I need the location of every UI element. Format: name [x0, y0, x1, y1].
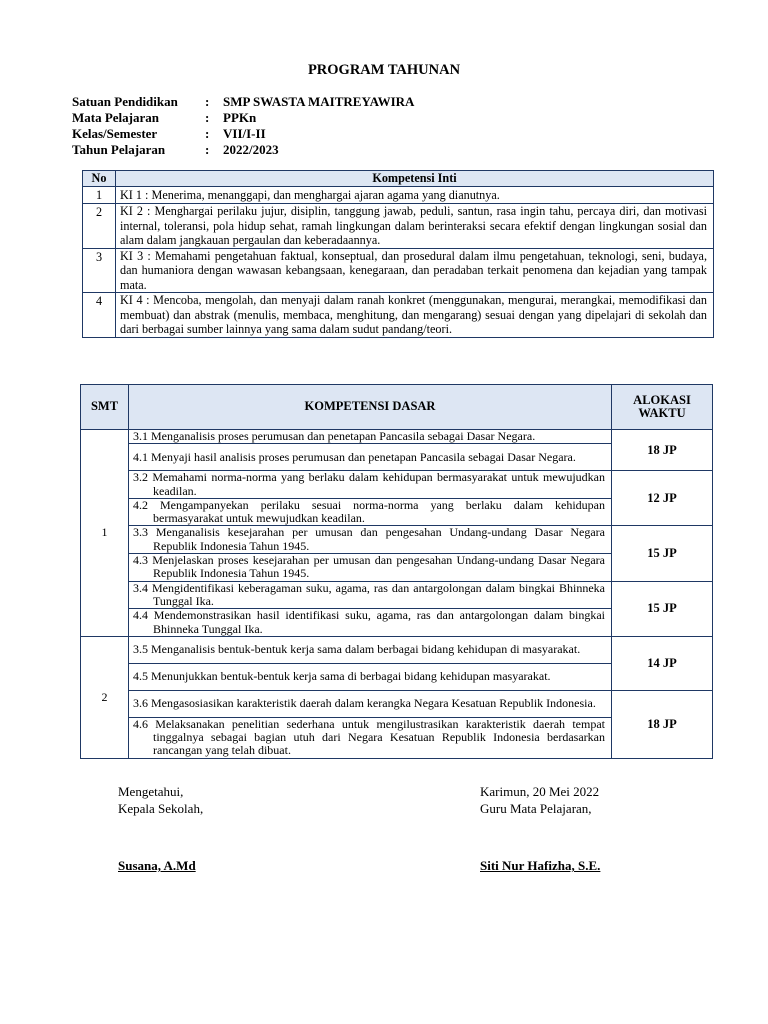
- info-label: Kelas/Semester: [72, 126, 158, 141]
- table-row: [81, 471, 713, 499]
- kd-item: [129, 581, 612, 609]
- info-row-kelas: [72, 126, 414, 142]
- header-kompetensi-inti: Kompetensi Inti: [116, 171, 714, 187]
- table-header-row: [81, 385, 713, 430]
- alokasi-cell: 18 JP: [612, 430, 713, 471]
- info-value: PPKn: [223, 110, 257, 125]
- table-row: [81, 526, 713, 554]
- kd-text: 4.1 Menyaji hasil analisis proses perumusan dan penetapan Pancasila sebagai Dasar Negara.: [133, 449, 576, 464]
- kd-item: [129, 690, 612, 717]
- info-row-mapel: [72, 110, 414, 126]
- kd-item: [129, 636, 612, 663]
- ki-text: KI 1 : Menerima, menanggapi, dan menghargai ajaran agama yang dianutnya.: [116, 186, 714, 204]
- kd-text: 4.5 Menunjukkan bentuk-bentuk kerja sama di berbagai bidang kehidupan masyarakat.: [133, 669, 551, 684]
- ki-text: KI 4 : Mencoba, mengolah, dan menyaji dalam ranah konkret (menggunakan, mengurai, merangkai, memodifikasi dan membuat) dan abstrak (menulis, membaca, menghitung, dan mengarang) sesuai dengan yang dipelajari di sekolah dan dari berbagai sumber lainnya yang sama dalam sudut pandang/teori.: [116, 293, 714, 338]
- kd-item: [129, 717, 612, 758]
- kd-text: 3.6 Mengasosiasikan karakteristik daerah dalam kerangka Negara Kesatuan Republik Indonesia.: [133, 696, 596, 711]
- kd-item: [129, 471, 612, 499]
- kompetensi-inti-table: [82, 170, 714, 338]
- kd-text: 3.1 Menganalisis proses perumusan dan penetapan Pancasila sebagai Dasar Negara.: [133, 429, 536, 443]
- alokasi-cell: 12 JP: [612, 471, 713, 526]
- headmaster-name: Susana, A.Md: [118, 858, 196, 873]
- info-separator: :: [205, 126, 210, 141]
- ki-text: KI 2 : Menghargai perilaku jujur, disiplin, tanggung jawab, peduli, santun, rasa ingin tahu, percaya diri, dan motivasi internal, toleransi, pola hidup sehat, ramah lingkungan dalam berinteraksi secara efektif dengan lingkungan sosial dan alam dalam jangkauan pergaulan dan keberadaannya.: [116, 204, 714, 249]
- kd-item: [129, 554, 612, 582]
- table-row: [83, 204, 714, 249]
- alokasi-cell: 15 JP: [612, 581, 713, 636]
- alokasi-cell: 18 JP: [612, 690, 713, 758]
- kd-text: 3.4 Mengidentifikasi keberagaman suku, agama, ras dan antargolongan dalam bingkai Bhinneka Tunggal Ika.: [133, 580, 605, 608]
- page-title: PROGRAM TAHUNAN: [307, 62, 461, 78]
- info-separator: :: [205, 110, 210, 125]
- signature-right-block: [480, 783, 599, 817]
- kd-item: [129, 430, 612, 444]
- kd-text: 3.5 Menganalisis bentuk-bentuk kerja sama dalam berbagai bidang kehidupan di masyarakat.: [133, 642, 581, 657]
- info-label: Tahun Pelajaran: [72, 142, 166, 157]
- kd-item: [129, 663, 612, 690]
- table-row: [81, 430, 713, 444]
- kompetensi-dasar-table: [80, 384, 713, 759]
- ki-text: KI 3 : Memahami pengetahuan faktual, konseptual, dan prosedural dalam ilmu pengetahuan, teknologi, seni, budaya, dan humaniora dengan wawasan kebangsaan, kenegaraan, dan peradaban terkait penomena dan kejadian yang tampak mata.: [116, 248, 714, 293]
- alokasi-cell: 14 JP: [612, 636, 713, 690]
- info-value: VII/I-II: [223, 126, 266, 141]
- info-value: 2022/2023: [223, 142, 279, 157]
- signature-left-block: [118, 783, 203, 817]
- header-kompetensi-dasar: KOMPETENSI DASAR: [129, 385, 612, 430]
- info-label: Mata Pelajaran: [72, 110, 160, 125]
- semester-cell: 1: [81, 430, 129, 637]
- header-no: No: [83, 171, 116, 187]
- kd-item: [129, 526, 612, 554]
- signature-right-line2: Guru Mata Pelajaran,: [480, 801, 592, 816]
- semester-cell: 2: [81, 636, 129, 758]
- info-value: SMP SWASTA MAITREYAWIRA: [223, 94, 415, 109]
- signature-right-line1: Karimun, 20 Mei 2022: [480, 784, 600, 799]
- table-row: [81, 690, 713, 717]
- table-row: [81, 636, 713, 663]
- info-row-tahun: [72, 142, 414, 158]
- table-row: [83, 248, 714, 293]
- header-smt: SMT: [81, 385, 129, 430]
- alokasi-cell: 15 JP: [612, 526, 713, 581]
- row-number: 3: [83, 248, 116, 293]
- table-header-row: [83, 171, 714, 187]
- table-row: [83, 293, 714, 338]
- header-alokasi-waktu: ALOKASI WAKTU: [612, 385, 713, 430]
- row-number: 1: [83, 186, 116, 204]
- kd-item: [129, 498, 612, 526]
- document-info: [72, 94, 414, 158]
- table-row: [81, 581, 713, 609]
- kd-text: 4.4 Mendemonstrasikan hasil identifikasi suku, agama, ras dan antargolongan dalam bingkai Bhinneka Tunggal Ika.: [133, 608, 605, 636]
- kd-text: 4.3 Menjelaskan proses kesejarahan per umusan dan pengesahan Undang-undang Dasar Negara Republik Indonesia Tahun 1945.: [133, 553, 605, 581]
- row-number: 2: [83, 204, 116, 249]
- kd-text: 3.3 Menganalisis kesejarahan per umusan dan pengesahan Undang-undang Dasar Negara Republik Indonesia Tahun 1945.: [133, 525, 605, 553]
- teacher-name: Siti Nur Hafizha, S.E.: [480, 858, 601, 873]
- info-separator: :: [205, 142, 210, 157]
- kd-text: 4.6 Melaksanakan penelitian sederhana untuk mengilustrasikan karakteristik daerah tempat tinggalnya sebagai bagian utuh dari Negara Kesatuan Republik Indonesia berdasarkan rancangan yang telah dibuat.: [133, 716, 605, 758]
- info-separator: :: [205, 94, 210, 109]
- row-number: 4: [83, 293, 116, 338]
- signature-left-line2: Kepala Sekolah,: [118, 801, 204, 816]
- signature-left-line1: Mengetahui,: [118, 784, 184, 799]
- info-label: Satuan Pendidikan: [72, 94, 178, 109]
- kd-item: [129, 444, 612, 471]
- info-row-satuan: [72, 94, 414, 110]
- kd-text: 4.2 Mengampanyekan perilaku sesuai norma-norma yang berlaku dalam kehidupan bermasyarakat untuk mewujudkan keadilan.: [133, 497, 605, 526]
- table-row: [83, 186, 714, 204]
- kd-item: [129, 609, 612, 637]
- kd-text: 3.2 Memahami norma-norma yang berlaku dalam kehidupan bermasyarakat untuk mewujudkan keadilan.: [133, 470, 605, 498]
